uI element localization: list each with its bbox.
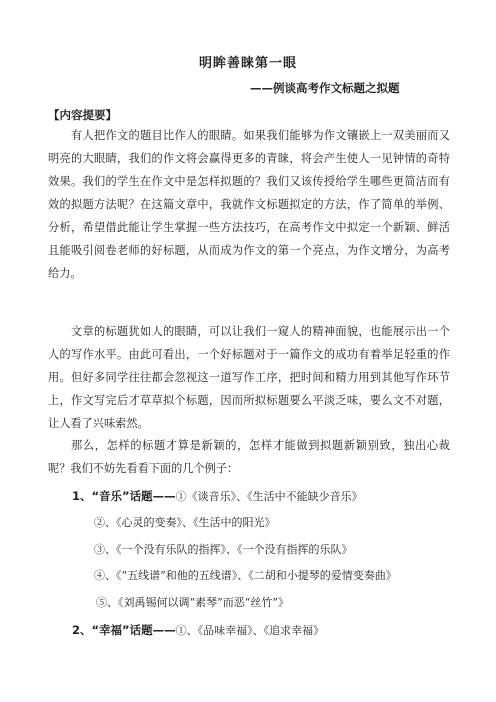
example-2-heading bbox=[72, 622, 324, 638]
example-1-item: ③、《一个没有乐队的指挥》、《一个没有指挥的乐队》 bbox=[94, 543, 353, 556]
example-1-item: ②、《心灵的变奏》、《生活中的阳光》 bbox=[94, 516, 276, 529]
paragraph-title-importance: 文章的标题犹如人的眼睛，可以让我们一窥人的精神面貌，也能展示出一个人的写作水平。由此可看出，一个好标题对于一篇作文的成功有着举足轻重的作用。但好多同学往往都会忽视这一道写作工序，把时间和精力用到其他写作环节上，作文写完后才草草拟个标题，因而所拟标题要么平淡乏味，要么文不对题，让人看了兴味索然。 bbox=[48, 325, 450, 430]
document-title: 明眸善睐第一眼 bbox=[198, 56, 297, 71]
paragraph-abstract: 有人把作文的题目比作人的眼睛。如果我们能够为作文镶嵌上一双美丽而又明亮的大眼睛，我们的作文将会赢得更多的青睐，将会产生使人一见钟情的奇特效果。我们的学生在作文中是怎样拟题的？我们又该传授给学生哪些更简洁而有效的拟题方法呢？在这篇文章中，我就作文标题拟定的方法，作了简单的举例、分析，希望借此能让学生掌握一些方法技巧，在高考作文中拟定一个新颖、鲜活且能吸引阅卷老师的好标题，从而成为作文的第一个亮点，为作文增分，为高考给力。 bbox=[48, 129, 450, 280]
example-1-topic: 1、“音乐”话题—— bbox=[72, 489, 176, 503]
example-1-first-item: ①《谈音乐》、《生活中不能缺少音乐》 bbox=[175, 490, 363, 503]
example-1-heading bbox=[72, 488, 363, 504]
example-1-item: ④、《“五线谱”和他的五线谱》、《二胡和小提琴的爱情变奏曲》 bbox=[94, 569, 397, 582]
example-2-topic: 2、“幸福”话题—— bbox=[72, 623, 176, 637]
document-subtitle: ——例谈高考作文标题之拟题 bbox=[250, 81, 400, 95]
section-heading: 【内容提要】 bbox=[48, 108, 117, 122]
example-1-item: ⑤、《刘禹锡何以调“素琴”而恶“丝竹”》 bbox=[96, 596, 289, 609]
paragraph-question: 那么，怎样的标题才算是新颖的，怎样才能做到拟题新颖别致，独出心裁呢？我们不妨先看看下面的几个例子： bbox=[48, 439, 450, 475]
example-2-first-item: ①、《品味幸福》、《追求幸福》 bbox=[175, 624, 325, 637]
